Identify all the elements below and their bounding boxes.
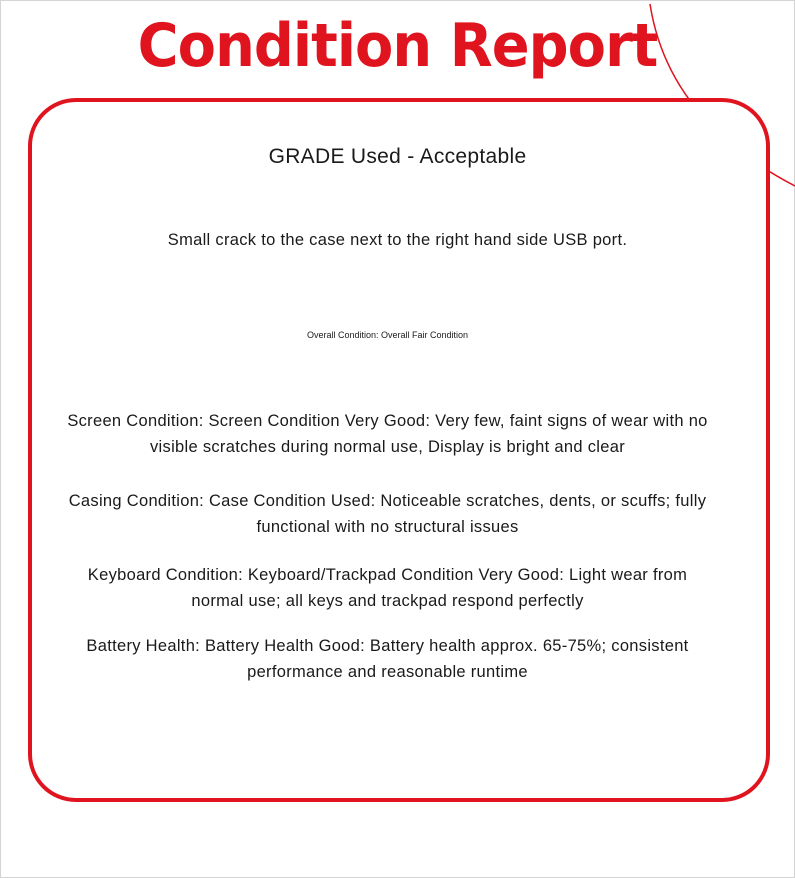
overall-condition: Overall Condition: Overall Fair Condition xyxy=(306,330,469,340)
casing-condition: Casing Condition: Case Condition Used: Noticeable scratches, dents, or scuffs; fully functional with no structural issues xyxy=(68,492,707,536)
screen-condition: Screen Condition: Screen Condition Very Good: Very few, faint signs of wear with no visible scratches during normal use, Display is bright and clear xyxy=(67,412,708,456)
keyboard-condition: Keyboard Condition: Keyboard/Trackpad Condition Very Good: Light wear from normal use; all keys and trackpad respond perfectly xyxy=(87,566,688,610)
grade-label: GRADE Used - Acceptable xyxy=(268,145,527,168)
report-title: Condition Report xyxy=(137,11,658,81)
damage-note: Small crack to the case next to the right hand side USB port. xyxy=(167,231,628,249)
battery-health: Battery Health: Battery Health Good: Battery health approx. 65-75%; consistent performance and reasonable runtime xyxy=(86,637,689,681)
